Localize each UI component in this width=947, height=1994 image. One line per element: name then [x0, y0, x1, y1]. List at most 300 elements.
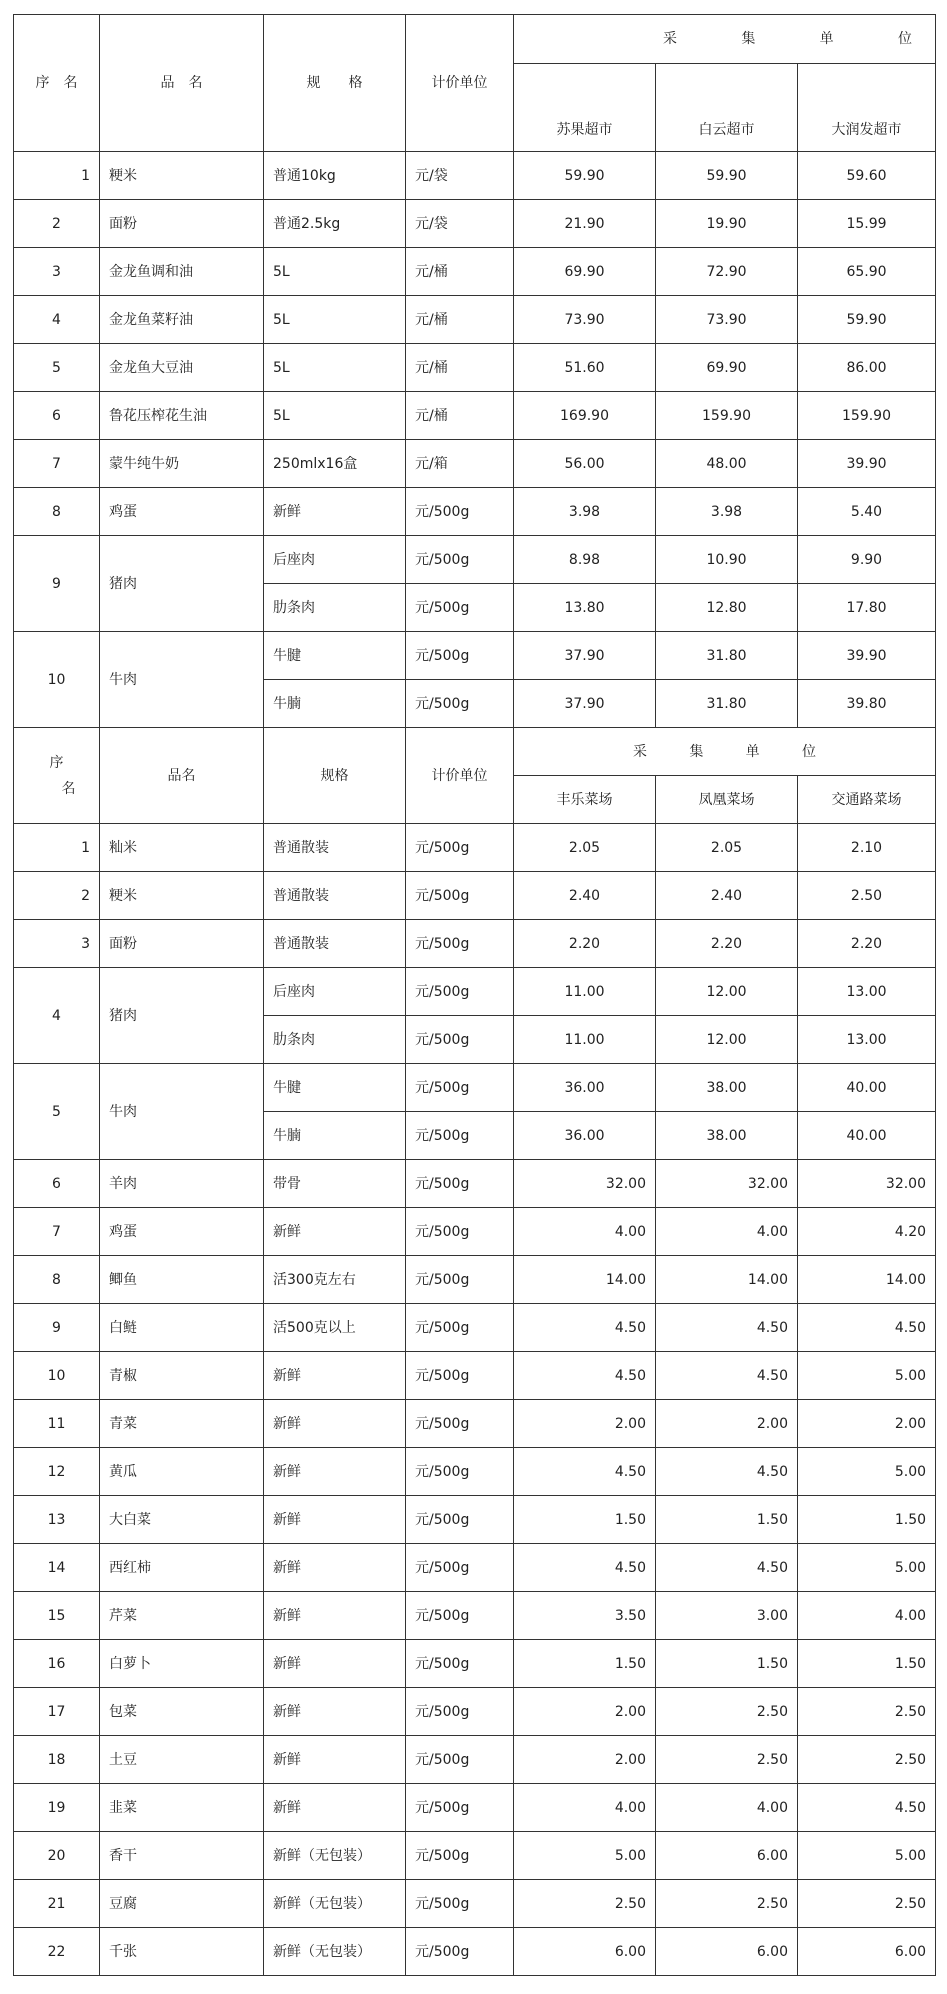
price-value: 2.00	[514, 1736, 656, 1784]
header-market: 丰乐菜场	[514, 776, 656, 824]
price-unit: 元/500g	[406, 488, 514, 536]
table-row	[14, 920, 936, 968]
price-value: 59.90	[798, 296, 936, 344]
product-name: 牛肉	[100, 1064, 264, 1160]
product-spec: 新鲜	[264, 1208, 406, 1256]
price-survey-table	[13, 14, 936, 1976]
price-unit: 元/袋	[406, 200, 514, 248]
price-value: 73.90	[514, 296, 656, 344]
product-name: 面粉	[100, 200, 264, 248]
price-value: 2.40	[656, 872, 798, 920]
table-row	[14, 152, 936, 200]
price-unit: 元/500g	[406, 1112, 514, 1160]
header-unit: 计价单位	[406, 728, 514, 824]
product-spec: 新鲜	[264, 1352, 406, 1400]
row-no: 20	[14, 1832, 100, 1880]
price-value: 72.90	[656, 248, 798, 296]
header-store: 大润发超市	[798, 64, 936, 152]
product-name: 粳米	[100, 872, 264, 920]
price-value: 4.50	[656, 1544, 798, 1592]
table-row	[14, 632, 936, 680]
price-value: 14.00	[656, 1256, 798, 1304]
price-unit: 元/500g	[406, 1544, 514, 1592]
price-value: 12.00	[656, 1016, 798, 1064]
product-spec: 带骨	[264, 1160, 406, 1208]
price-value: 36.00	[514, 1112, 656, 1160]
price-value: 2.50	[514, 1880, 656, 1928]
price-unit: 元/500g	[406, 680, 514, 728]
price-value: 56.00	[514, 440, 656, 488]
table-row	[14, 1304, 936, 1352]
price-unit: 元/500g	[406, 824, 514, 872]
price-value: 12.00	[656, 968, 798, 1016]
price-value: 6.00	[514, 1928, 656, 1976]
product-name: 大白菜	[100, 1496, 264, 1544]
price-value: 2.00	[514, 1688, 656, 1736]
product-name: 面粉	[100, 920, 264, 968]
price-value: 1.50	[514, 1640, 656, 1688]
price-value: 17.80	[798, 584, 936, 632]
price-value: 159.90	[798, 392, 936, 440]
price-unit: 元/500g	[406, 872, 514, 920]
product-name: 青椒	[100, 1352, 264, 1400]
price-value: 2.50	[798, 1688, 936, 1736]
price-value: 5.00	[798, 1448, 936, 1496]
row-no: 13	[14, 1496, 100, 1544]
row-no: 1	[14, 152, 100, 200]
price-value: 2.10	[798, 824, 936, 872]
collection-title-char: 单	[819, 31, 834, 47]
price-unit: 元/桶	[406, 344, 514, 392]
price-value: 4.50	[656, 1448, 798, 1496]
product-name: 猪肉	[100, 968, 264, 1064]
product-name: 韭菜	[100, 1784, 264, 1832]
price-value: 40.00	[798, 1064, 936, 1112]
table-row	[14, 872, 936, 920]
price-unit: 元/500g	[406, 1496, 514, 1544]
product-name: 蒙牛纯牛奶	[100, 440, 264, 488]
price-unit: 元/袋	[406, 152, 514, 200]
price-value: 159.90	[656, 392, 798, 440]
row-no: 7	[14, 440, 100, 488]
price-value: 38.00	[656, 1064, 798, 1112]
table-row	[14, 1928, 936, 1976]
row-no: 5	[14, 344, 100, 392]
product-name: 猪肉	[100, 536, 264, 632]
price-value: 4.50	[514, 1304, 656, 1352]
price-unit: 元/桶	[406, 248, 514, 296]
row-no: 15	[14, 1592, 100, 1640]
product-name: 鸡蛋	[100, 488, 264, 536]
price-unit: 元/500g	[406, 968, 514, 1016]
header-spec: 规格	[264, 728, 406, 824]
table-row	[14, 1160, 936, 1208]
table-row	[14, 1496, 936, 1544]
table-body	[14, 15, 936, 1976]
collection-title-char: 位	[801, 743, 816, 760]
price-value: 8.98	[514, 536, 656, 584]
table-row	[14, 1736, 936, 1784]
price-value: 5.00	[514, 1832, 656, 1880]
price-value: 3.98	[656, 488, 798, 536]
product-spec: 新鲜	[264, 1448, 406, 1496]
product-name: 鲁花压榨花生油	[100, 392, 264, 440]
price-value: 9.90	[798, 536, 936, 584]
product-name: 白萝卜	[100, 1640, 264, 1688]
price-value: 5.00	[798, 1352, 936, 1400]
table-row	[14, 1256, 936, 1304]
product-name: 羊肉	[100, 1160, 264, 1208]
product-spec: 普通散装	[264, 872, 406, 920]
price-value: 69.90	[656, 344, 798, 392]
product-spec: 5L	[264, 392, 406, 440]
price-unit: 元/500g	[406, 920, 514, 968]
price-value: 86.00	[798, 344, 936, 392]
product-spec: 普通2.5kg	[264, 200, 406, 248]
price-value: 1.50	[798, 1496, 936, 1544]
table-row	[14, 1880, 936, 1928]
row-no: 18	[14, 1736, 100, 1784]
product-name: 籼米	[100, 824, 264, 872]
product-spec: 5L	[264, 296, 406, 344]
price-unit: 元/500g	[406, 1208, 514, 1256]
price-unit: 元/500g	[406, 1736, 514, 1784]
product-spec: 牛腱	[264, 632, 406, 680]
price-value: 1.50	[656, 1496, 798, 1544]
price-value: 21.90	[514, 200, 656, 248]
table-row	[14, 1208, 936, 1256]
price-value: 4.00	[798, 1592, 936, 1640]
price-unit: 元/500g	[406, 1784, 514, 1832]
price-unit: 元/500g	[406, 1016, 514, 1064]
table-row	[14, 1592, 936, 1640]
product-spec: 普通散装	[264, 824, 406, 872]
product-spec: 普通散装	[264, 920, 406, 968]
price-value: 2.00	[514, 1400, 656, 1448]
price-unit: 元/箱	[406, 440, 514, 488]
table-row	[14, 1448, 936, 1496]
product-name: 青菜	[100, 1400, 264, 1448]
table-row	[14, 728, 936, 776]
price-value: 1.50	[798, 1640, 936, 1688]
row-no: 10	[14, 632, 100, 728]
product-spec: 新鲜	[264, 1736, 406, 1784]
header-seq-top: 序	[49, 754, 64, 771]
table-row	[14, 1832, 936, 1880]
product-spec: 新鲜	[264, 1784, 406, 1832]
price-value: 10.90	[656, 536, 798, 584]
collection-units-title	[523, 30, 926, 48]
price-value: 11.00	[514, 1016, 656, 1064]
collection-title-char: 位	[897, 31, 912, 47]
price-unit: 元/500g	[406, 584, 514, 632]
price-value: 2.05	[514, 824, 656, 872]
price-value: 31.80	[656, 680, 798, 728]
price-value: 4.50	[514, 1352, 656, 1400]
row-no: 11	[14, 1400, 100, 1448]
table-row	[14, 1064, 936, 1112]
collection-title-char: 集	[741, 31, 756, 47]
price-value: 59.90	[514, 152, 656, 200]
row-no: 8	[14, 1256, 100, 1304]
price-value: 32.00	[514, 1160, 656, 1208]
price-value: 37.90	[514, 680, 656, 728]
row-no: 3	[14, 920, 100, 968]
price-value: 13.00	[798, 968, 936, 1016]
price-value: 59.60	[798, 152, 936, 200]
price-unit: 元/500g	[406, 1400, 514, 1448]
table-row	[14, 344, 936, 392]
price-value: 39.90	[798, 632, 936, 680]
price-value: 14.00	[514, 1256, 656, 1304]
price-unit: 元/500g	[406, 1352, 514, 1400]
header-seq: 序 名	[14, 15, 100, 152]
table-row	[14, 1352, 936, 1400]
table-row	[14, 440, 936, 488]
table-row	[14, 1688, 936, 1736]
row-no: 5	[14, 1064, 100, 1160]
row-no: 2	[14, 200, 100, 248]
price-value: 2.20	[798, 920, 936, 968]
row-no: 9	[14, 536, 100, 632]
product-name: 土豆	[100, 1736, 264, 1784]
collection-title-char: 单	[745, 743, 760, 760]
product-name: 鸡蛋	[100, 1208, 264, 1256]
price-value: 13.00	[798, 1016, 936, 1064]
price-value: 4.00	[514, 1208, 656, 1256]
price-value: 15.99	[798, 200, 936, 248]
table-row	[14, 1400, 936, 1448]
price-unit: 元/500g	[406, 1064, 514, 1112]
price-value: 3.98	[514, 488, 656, 536]
table-row	[14, 392, 936, 440]
product-spec: 250mlx16盒	[264, 440, 406, 488]
product-spec: 肋条肉	[264, 584, 406, 632]
price-value: 1.50	[656, 1640, 798, 1688]
price-unit: 元/500g	[406, 1640, 514, 1688]
header-collection-units	[514, 15, 936, 64]
table-row	[14, 15, 936, 64]
product-spec: 5L	[264, 248, 406, 296]
table-row	[14, 488, 936, 536]
price-value: 48.00	[656, 440, 798, 488]
price-unit: 元/桶	[406, 392, 514, 440]
product-spec: 新鲜	[264, 1688, 406, 1736]
table-row	[14, 1640, 936, 1688]
header-name: 品 名	[100, 15, 264, 152]
price-value: 4.50	[656, 1352, 798, 1400]
row-no: 12	[14, 1448, 100, 1496]
row-no: 7	[14, 1208, 100, 1256]
price-value: 14.00	[798, 1256, 936, 1304]
header-spec: 规 格	[264, 15, 406, 152]
table-row	[14, 824, 936, 872]
product-spec: 新鲜	[264, 1400, 406, 1448]
collection-title-char: 采	[663, 31, 677, 47]
row-no: 4	[14, 296, 100, 344]
price-value: 6.00	[798, 1928, 936, 1976]
product-spec: 普通10kg	[264, 152, 406, 200]
product-spec: 牛腱	[264, 1064, 406, 1112]
product-name: 金龙鱼大豆油	[100, 344, 264, 392]
collection-title-char: 集	[689, 743, 704, 760]
price-value: 11.00	[514, 968, 656, 1016]
price-value: 2.00	[656, 1400, 798, 1448]
price-value: 4.00	[514, 1784, 656, 1832]
price-value: 2.50	[656, 1880, 798, 1928]
product-name: 牛肉	[100, 632, 264, 728]
price-unit: 元/500g	[406, 1592, 514, 1640]
price-value: 2.50	[798, 872, 936, 920]
product-spec: 牛腩	[264, 680, 406, 728]
header-unit: 计价单位	[406, 15, 514, 152]
table-row	[14, 248, 936, 296]
price-value: 39.80	[798, 680, 936, 728]
price-unit: 元/500g	[406, 1832, 514, 1880]
price-value: 59.90	[656, 152, 798, 200]
product-spec: 新鲜（无包装）	[264, 1928, 406, 1976]
product-spec: 牛腩	[264, 1112, 406, 1160]
product-spec: 肋条肉	[264, 1016, 406, 1064]
price-value: 3.50	[514, 1592, 656, 1640]
price-unit: 元/500g	[406, 1256, 514, 1304]
price-value: 4.50	[798, 1784, 936, 1832]
price-unit: 元/500g	[406, 1880, 514, 1928]
price-value: 169.90	[514, 392, 656, 440]
row-no: 2	[14, 872, 100, 920]
row-no: 19	[14, 1784, 100, 1832]
price-value: 39.90	[798, 440, 936, 488]
product-spec: 新鲜	[264, 1640, 406, 1688]
header-market: 交通路菜场	[798, 776, 936, 824]
collection-title-char: 采	[633, 743, 647, 760]
product-spec: 活500克以上	[264, 1304, 406, 1352]
product-name: 豆腐	[100, 1880, 264, 1928]
product-name: 千张	[100, 1928, 264, 1976]
price-unit: 元/500g	[406, 1304, 514, 1352]
product-spec: 新鲜	[264, 1496, 406, 1544]
product-spec: 新鲜	[264, 1544, 406, 1592]
product-name: 粳米	[100, 152, 264, 200]
row-no: 22	[14, 1928, 100, 1976]
row-no: 14	[14, 1544, 100, 1592]
row-no: 8	[14, 488, 100, 536]
product-spec: 新鲜（无包装）	[264, 1880, 406, 1928]
price-value: 38.00	[656, 1112, 798, 1160]
price-value: 2.50	[798, 1880, 936, 1928]
product-name: 芹菜	[100, 1592, 264, 1640]
table-row	[14, 1784, 936, 1832]
price-unit: 元/500g	[406, 1688, 514, 1736]
row-no: 10	[14, 1352, 100, 1400]
product-spec: 新鲜	[264, 488, 406, 536]
price-value: 4.00	[656, 1784, 798, 1832]
price-unit: 元/500g	[406, 1160, 514, 1208]
price-value: 40.00	[798, 1112, 936, 1160]
price-value: 6.00	[656, 1832, 798, 1880]
product-name: 黄瓜	[100, 1448, 264, 1496]
header-seq	[14, 728, 100, 824]
price-value: 32.00	[656, 1160, 798, 1208]
price-value: 4.20	[798, 1208, 936, 1256]
price-unit: 元/500g	[406, 632, 514, 680]
header-market: 凤凰菜场	[656, 776, 798, 824]
price-value: 13.80	[514, 584, 656, 632]
header-seq-bottom: 名	[61, 780, 76, 797]
product-spec: 后座肉	[264, 536, 406, 584]
header-store: 苏果超市	[514, 64, 656, 152]
price-value: 6.00	[656, 1928, 798, 1976]
price-value: 2.50	[798, 1736, 936, 1784]
price-value: 31.80	[656, 632, 798, 680]
product-spec: 5L	[264, 344, 406, 392]
price-value: 2.05	[656, 824, 798, 872]
price-value: 2.20	[514, 920, 656, 968]
row-no: 16	[14, 1640, 100, 1688]
price-unit: 元/500g	[406, 1448, 514, 1496]
price-value: 2.50	[656, 1736, 798, 1784]
price-value: 73.90	[656, 296, 798, 344]
price-value: 37.90	[514, 632, 656, 680]
product-name: 金龙鱼调和油	[100, 248, 264, 296]
row-no: 1	[14, 824, 100, 872]
table-row	[14, 200, 936, 248]
price-value: 5.00	[798, 1544, 936, 1592]
price-unit: 元/500g	[406, 536, 514, 584]
price-value: 51.60	[514, 344, 656, 392]
header-seq-stack	[23, 750, 90, 802]
product-spec: 后座肉	[264, 968, 406, 1016]
product-name: 西红柿	[100, 1544, 264, 1592]
product-spec: 新鲜	[264, 1592, 406, 1640]
price-value: 2.00	[798, 1400, 936, 1448]
price-value: 65.90	[798, 248, 936, 296]
header-collection-units	[514, 728, 936, 776]
price-value: 4.50	[798, 1304, 936, 1352]
price-value: 19.90	[656, 200, 798, 248]
price-value: 2.50	[656, 1688, 798, 1736]
price-value: 5.00	[798, 1832, 936, 1880]
price-value: 4.50	[514, 1448, 656, 1496]
price-unit: 元/500g	[406, 1928, 514, 1976]
price-value: 5.40	[798, 488, 936, 536]
price-value: 3.00	[656, 1592, 798, 1640]
table-row	[14, 536, 936, 584]
row-no: 6	[14, 392, 100, 440]
collection-units-title	[523, 743, 926, 761]
header-name: 品名	[100, 728, 264, 824]
product-name: 包菜	[100, 1688, 264, 1736]
table-row	[14, 1544, 936, 1592]
product-name: 白鲢	[100, 1304, 264, 1352]
row-no: 21	[14, 1880, 100, 1928]
product-spec: 新鲜（无包装）	[264, 1832, 406, 1880]
header-store: 白云超市	[656, 64, 798, 152]
price-value: 4.50	[656, 1304, 798, 1352]
table-row	[14, 968, 936, 1016]
row-no: 3	[14, 248, 100, 296]
product-name: 香干	[100, 1832, 264, 1880]
row-no: 17	[14, 1688, 100, 1736]
product-spec: 活300克左右	[264, 1256, 406, 1304]
price-value: 4.50	[514, 1544, 656, 1592]
product-name: 鲫鱼	[100, 1256, 264, 1304]
product-name: 金龙鱼菜籽油	[100, 296, 264, 344]
price-value: 4.00	[656, 1208, 798, 1256]
row-no: 6	[14, 1160, 100, 1208]
row-no: 9	[14, 1304, 100, 1352]
price-value: 2.20	[656, 920, 798, 968]
